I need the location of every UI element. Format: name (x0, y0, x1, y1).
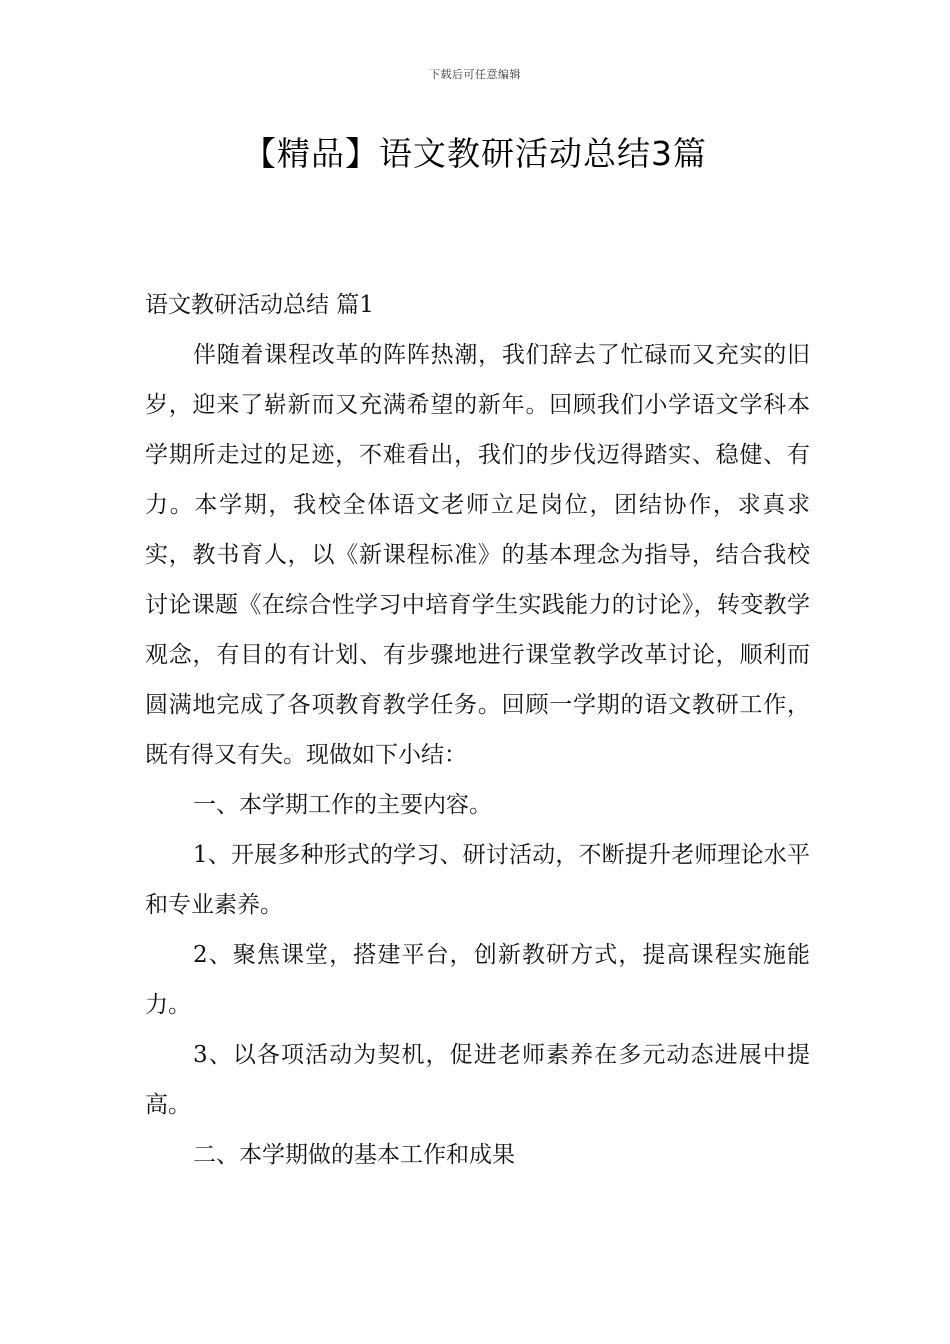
paragraph-item-1: 1、开展多种形式的学习、研讨活动，不断提升老师理论水平和专业素养。 (145, 842, 810, 918)
paragraph-heading-one: 一、本学期工作的主要内容。 (193, 792, 492, 818)
paragraph-intro: 伴随着课程改革的阵阵热潮，我们辞去了忙碌而又充实的旧岁，迎来了崭新而又充满希望的新年。回顾我们小学语文学科本学期所走过的足迹，不难看出，我们的步伐迈得踏实、稳健、有力。本学期，我校全体语文老师立足岗位，团结协作，求真求实，教书育人，以《新课程标准》的基本理念为指导，结合我校讨论课题《在综合性学习中培育学生实践能力的讨论》，转变教学观念，有目的有计划、有步骤地进行课堂教学改革讨论，顺利而圆满地完成了各项教育教学任务。回顾一学期的语文教研工作，既有得又有失。现做如下小结： (145, 342, 810, 768)
header-note: 下载后可任意编辑 (429, 68, 521, 81)
paragraph-heading-two: 二、本学期做的基本工作和成果 (193, 1142, 515, 1168)
document-body (145, 280, 810, 1180)
section-heading: 语文教研活动总结 篇1 (145, 292, 374, 318)
document-title: 【精品】语文教研活动总结3篇 (243, 134, 707, 173)
paragraph-item-3: 3、以各项活动为契机，促进老师素养在多元动态进展中提高。 (145, 1042, 810, 1118)
paragraph-item-2: 2、聚焦课堂，搭建平台，创新教研方式，提高课程实施能力。 (145, 942, 810, 1018)
